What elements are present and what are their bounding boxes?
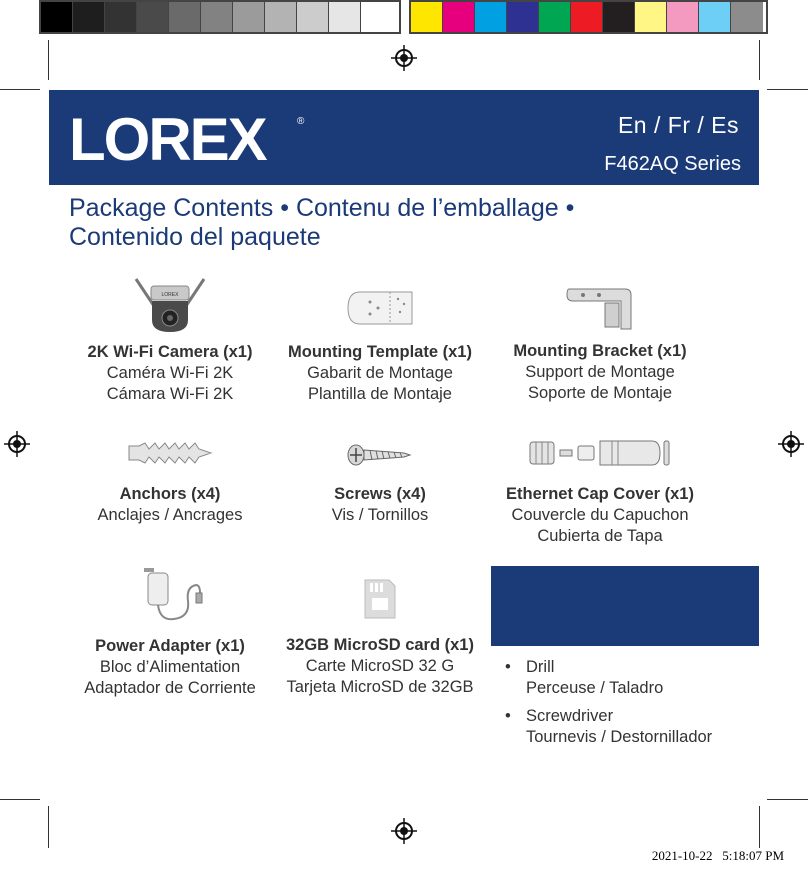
- item-fr: Caméra Wi-Fi 2K: [106, 364, 234, 382]
- item-es: Cámara Wi-Fi 2K: [106, 385, 234, 403]
- item-es: Tarjeta MicroSD de 32GB: [286, 678, 474, 696]
- svg-text:LOREX: LOREX: [161, 292, 179, 298]
- registration-mark-icon: [778, 431, 804, 457]
- crop-mark: [767, 89, 808, 90]
- header-banner: [49, 90, 759, 185]
- color-swatch: [297, 2, 329, 32]
- print-timestamp: 2021-10-22 5:18:07 PM: [651, 848, 784, 863]
- item-ethernet-cap: [498, 484, 702, 547]
- item-es: Plantilla de Montaje: [307, 385, 452, 403]
- color-swatch: [169, 2, 201, 32]
- ethernet-cap-icon: [528, 437, 672, 469]
- tool-fr-es: Perceuse / Taladro: [526, 679, 664, 697]
- item-fr: Carte MicroSD 32 G: [305, 657, 455, 675]
- item-name: Power Adapter (x1): [95, 637, 245, 655]
- item-fr: Support de Montage: [525, 363, 675, 381]
- tools-list: [505, 657, 712, 755]
- color-swatch: [361, 2, 393, 32]
- item-sub: Anclajes / Ancrages: [97, 506, 243, 524]
- page-title: [69, 194, 749, 252]
- registration-mark-icon: [391, 818, 417, 844]
- screw-icon: [346, 442, 412, 468]
- product-series: F462AQ Series: [604, 153, 741, 175]
- color-swatch: [731, 2, 763, 32]
- language-codes: En / Fr / Es: [617, 112, 739, 138]
- item-bracket: [503, 341, 697, 404]
- title-line-2: Contenido del paquete: [69, 223, 321, 251]
- color-swatch: [507, 2, 539, 32]
- color-swatch: [73, 2, 105, 32]
- registration-mark-icon: [4, 431, 30, 457]
- item-name: Mounting Template (x1): [288, 343, 472, 361]
- tool-en: Screwdriver: [526, 707, 614, 725]
- template-icon: [346, 290, 414, 328]
- item-name: Anchors (x4): [119, 485, 221, 503]
- title-line-1: Package Contents • Contenu de l’emballage •: [69, 194, 575, 222]
- color-swatch: [699, 2, 731, 32]
- color-swatch: [539, 2, 571, 32]
- tool-en: Drill: [526, 658, 555, 676]
- bullet-icon: •: [505, 658, 511, 676]
- item-fr: Bloc d’Alimentation: [99, 658, 241, 676]
- color-swatch: [105, 2, 137, 32]
- item-power-adapter: [74, 636, 266, 699]
- item-name: Ethernet Cap Cover (x1): [506, 485, 694, 503]
- color-swatch: [443, 2, 475, 32]
- process-color-bar: [409, 0, 768, 34]
- item-screws: [283, 484, 477, 526]
- lorex-logo: [69, 110, 319, 170]
- crop-mark: [759, 40, 760, 80]
- tool-item-screwdriver: [505, 706, 712, 748]
- crop-mark: [48, 40, 49, 80]
- item-name: Screws (x4): [334, 485, 426, 503]
- crop-mark: [48, 806, 49, 848]
- item-name: Mounting Bracket (x1): [513, 342, 687, 360]
- bracket-icon: [565, 283, 635, 333]
- item-name: 32GB MicroSD card (x1): [286, 636, 474, 654]
- color-swatch: [411, 2, 443, 32]
- item-camera: [79, 342, 261, 405]
- color-swatch: [233, 2, 265, 32]
- item-name: 2K Wi-Fi Camera (x1): [87, 343, 253, 361]
- color-swatch: [201, 2, 233, 32]
- item-es: Cubierta de Tapa: [537, 527, 663, 545]
- anchor-icon: [127, 440, 213, 466]
- color-swatch: [571, 2, 603, 32]
- item-template: [283, 342, 477, 405]
- color-swatch: [265, 2, 297, 32]
- crop-mark: [0, 799, 40, 800]
- logo-text: LOREX: [69, 110, 266, 170]
- item-sub: Vis / Tornillos: [331, 506, 429, 524]
- svg-text:®: ®: [297, 116, 305, 127]
- camera-icon: [130, 276, 210, 334]
- color-swatch: [137, 2, 169, 32]
- power-adapter-icon: [140, 565, 204, 623]
- registration-mark-icon: [391, 45, 417, 71]
- color-swatch: [329, 2, 361, 32]
- item-es: Adaptador de Corriente: [84, 679, 256, 697]
- item-microsd: [276, 635, 484, 698]
- crop-mark: [0, 89, 40, 90]
- color-swatch: [475, 2, 507, 32]
- tool-fr-es: Tournevis / Destornillador: [526, 728, 713, 746]
- bullet-icon: •: [505, 707, 511, 725]
- item-fr: Couvercle du Capuchon: [511, 506, 689, 524]
- item-es: Soporte de Montaje: [527, 384, 672, 402]
- crop-mark: [767, 799, 808, 800]
- color-swatch: [635, 2, 667, 32]
- tool-item-drill: [505, 657, 712, 699]
- grayscale-color-bar: [39, 0, 401, 34]
- item-anchors: [79, 484, 261, 526]
- color-swatch: [41, 2, 73, 32]
- color-swatch: [603, 2, 635, 32]
- microsd-icon: [361, 578, 399, 620]
- item-fr: Gabarit de Montage: [307, 364, 453, 382]
- tools-required-banner: [491, 566, 759, 646]
- crop-mark: [759, 806, 760, 848]
- color-swatch: [667, 2, 699, 32]
